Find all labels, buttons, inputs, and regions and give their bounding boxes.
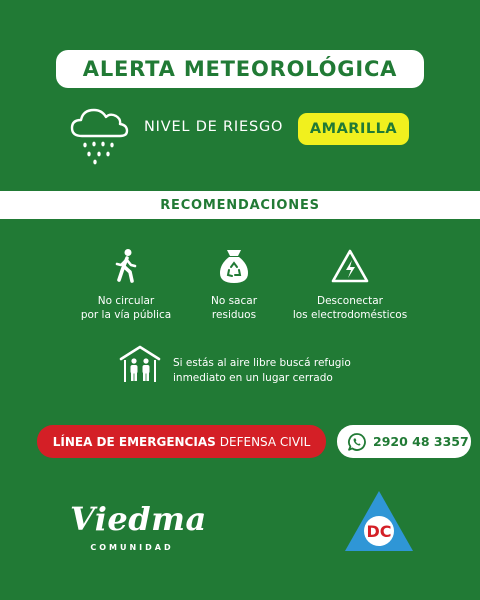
recommendation-line: residuos xyxy=(211,309,257,321)
electric-hazard-icon xyxy=(330,248,370,284)
recommendation-no-garbage xyxy=(184,248,284,322)
emergency-label: DEFENSA CIVIL xyxy=(219,434,311,449)
recommendation-line: los electrodomésticos xyxy=(292,309,408,321)
recommendation-no-walking xyxy=(68,248,184,322)
recommendation-line: No circular xyxy=(97,295,155,307)
recommendations-heading: RECOMENDACIONES xyxy=(0,191,480,219)
page-title: ALERTA METEOROLÓGICA xyxy=(82,57,398,81)
emergency-line-banner xyxy=(37,425,326,458)
shelter-line: Si estás al aire libre buscá refugio xyxy=(173,357,351,369)
recommendation-line: No sacar xyxy=(210,295,258,307)
shelter-icon xyxy=(119,344,161,384)
whatsapp-icon xyxy=(347,432,367,452)
dc-logo-text: DC xyxy=(366,522,392,541)
title-pill xyxy=(56,50,424,88)
phone-number: 2920 48 3357 xyxy=(373,434,469,449)
recommendation-line: por la vía pública xyxy=(80,309,172,321)
shelter-recommendation xyxy=(173,356,413,386)
risk-level-badge: AMARILLA xyxy=(298,113,409,145)
recommendation-line: Desconectar xyxy=(317,295,383,307)
shelter-line: inmediato en un lugar cerrado xyxy=(173,372,333,384)
viedma-logo: Viedma xyxy=(70,500,207,538)
viedma-logo-subtitle: COMUNIDAD xyxy=(90,543,174,552)
walking-person-icon xyxy=(111,248,141,284)
risk-level-label: NIVEL DE RIESGO xyxy=(144,119,284,135)
defensa-civil-logo xyxy=(343,489,415,553)
recommendation-unplug xyxy=(282,248,418,322)
recycle-bag-icon xyxy=(217,248,251,284)
phone-contact[interactable] xyxy=(337,425,471,458)
cloud-rain-icon xyxy=(68,104,130,166)
emergency-label-bold: LÍNEA DE EMERGENCIAS xyxy=(52,434,216,449)
